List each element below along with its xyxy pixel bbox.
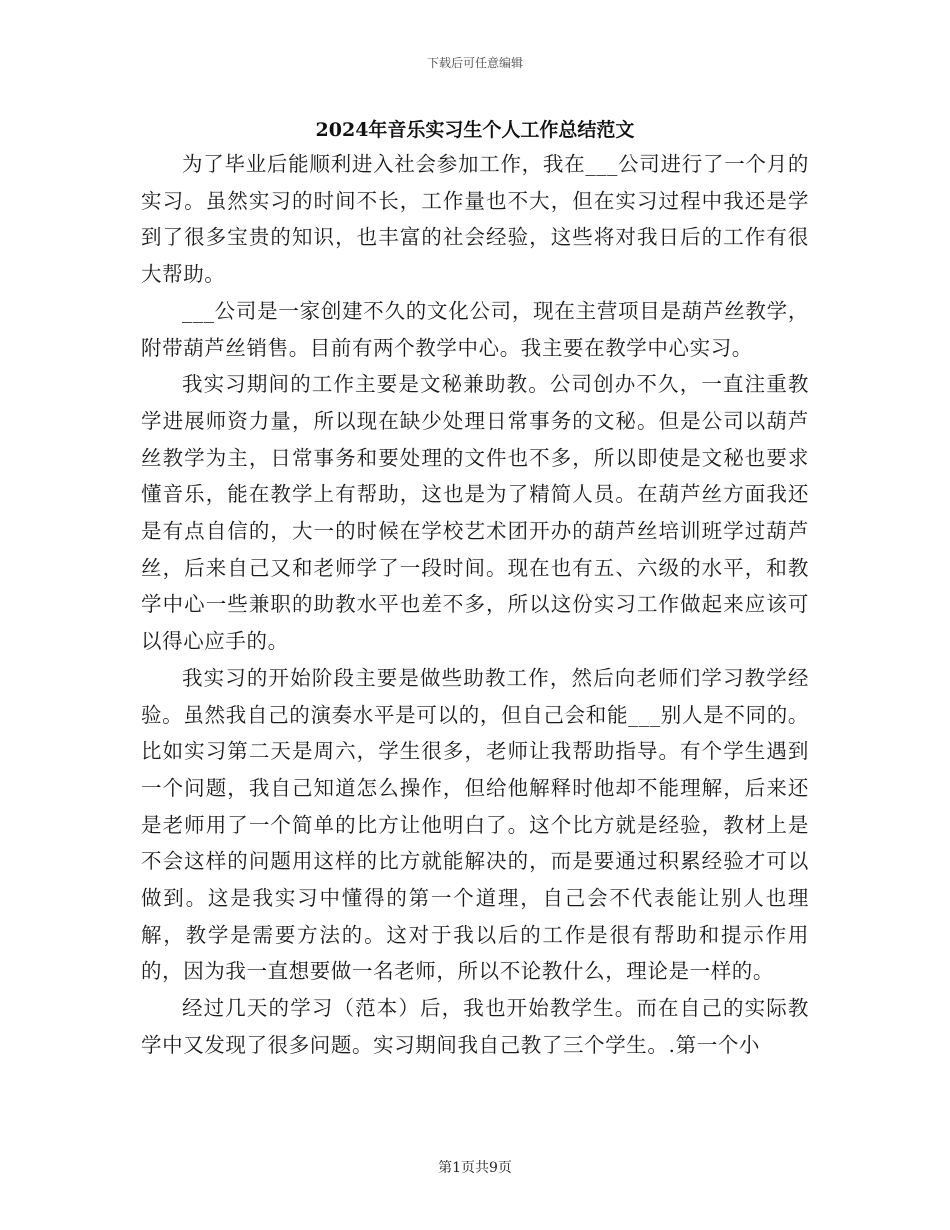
paragraph: 为了毕业后能顺利进入社会参加工作，我在___公司进行了一个月的实习。虽然实习的时间不长，工作量也不大，但在实习过程中我还是学到了很多宝贵的知识，也丰富的社会经验，这些将对我日后的工作有很大帮助。: [141, 152, 809, 287]
paragraph: 经过几天的学习（范本）后，我也开始教学生。而在自己的实际教学中又发现了很多问题。实习期间我自己教了三个学生。.第一个小: [141, 996, 809, 1057]
document-body: [141, 146, 809, 1064]
paragraph: ___公司是一家创建不久的文化公司，现在主营项目是葫芦丝教学，附带葫芦丝销售。目前有两个教学中心。我主要在教学中心实习。: [141, 298, 809, 360]
header-note: 下载后可任意编辑: [426, 56, 523, 70]
document-title: 2024年音乐实习生个人工作总结范文: [315, 119, 635, 141]
paragraph: 我实习期间的工作主要是文秘兼助教。公司创办不久，一直注重教学进展师资力量，所以现在缺少处理日常事务的文秘。但是公司以葫芦丝教学为主，日常事务和要处理的文件也不多，所以即使是文秘也要求懂音乐，能在教学上有帮助，这也是为了精简人员。在葫芦丝方面我还是有点自信的，大一的时候在学校艺术团开办的葫芦丝培训班学过葫芦丝，后来自己又和老师学了一段时间。现在也有五、六级的水平，和教学中心一些兼职的助教水平也差不多，所以这份实习工作做起来应该可以得心应手的。: [141, 372, 809, 654]
page-number: 第1页共9页: [438, 1160, 512, 1176]
paragraph: 我实习的开始阶段主要是做些助教工作，然后向老师们学习教学经验。虽然我自己的演奏水平是可以的，但自己会和能___别人是不同的。比如实习第二天是周六，学生很多，老师让我帮助指导。有个学生遇到一个问题，我自己知道怎么操作，但给他解释时他却不能理解，后来还是老师用了一个简单的比方让他明白了。这个比方就是经验，教材上是不会这样的问题用这样的比方就能解决的，而是要通过积累经验才可以做到。这是我实习中懂得的第一个道理，自己会不代表能让别人也理解，教学是需要方法的。这对于我以后的工作是很有帮助和提示作用的，因为我一直想要做一名老师，所以不论教什么，理论是一样的。: [141, 665, 809, 984]
